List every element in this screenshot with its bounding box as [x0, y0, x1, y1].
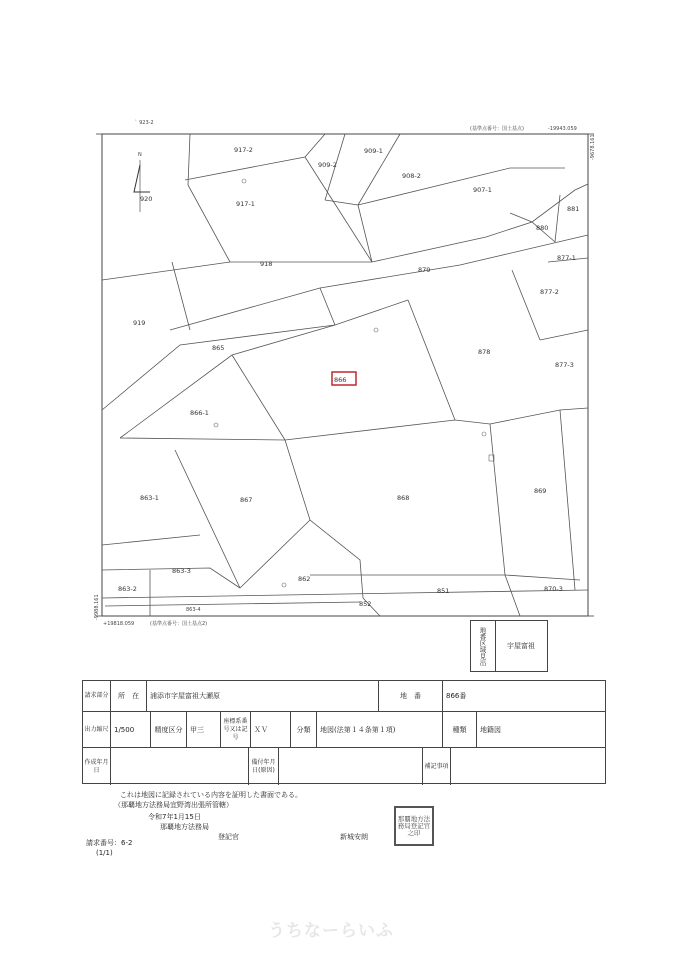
parcel-label: 869: [534, 487, 547, 495]
parcel-label: 865: [212, 344, 225, 352]
zahyo-label: 座標系番号又は記号: [221, 712, 251, 747]
left-coord: -9988.161: [94, 594, 100, 620]
parcel-label: 880: [536, 224, 549, 232]
hoki-value: [451, 748, 607, 785]
parcel-label: 852: [359, 600, 372, 608]
parcel-label: 920: [140, 195, 153, 203]
parcel-label: 863-1: [140, 494, 159, 502]
cert-statement: これは地図に記録されている内容を証明した書面である。: [120, 791, 302, 799]
info-table: [82, 680, 606, 784]
seido-value: 甲三: [187, 712, 221, 747]
shurui-label: 種類: [443, 712, 477, 747]
parcel-label: 866-1: [190, 409, 209, 417]
map-frame: [102, 134, 588, 616]
parcel-label: 863-4: [186, 607, 201, 613]
official-seal: [394, 806, 434, 846]
hoki-label: 補記事項: [423, 748, 451, 785]
parcel-label: 862: [298, 575, 311, 583]
sakusei-label: 作成年月日: [83, 748, 111, 785]
parcel-866-label: 866: [334, 376, 347, 384]
parcel-label: 877-2: [540, 288, 559, 296]
parcel-label: 878: [478, 348, 491, 356]
bottom-coord: +19818.059: [103, 621, 135, 627]
parcel-label: 917-2: [234, 146, 253, 154]
shozai-value: 浦添市字屋富祖大瀬原: [147, 681, 379, 711]
chiban-district-label: 地番区域見出: [471, 621, 496, 671]
parcel-label: 868: [397, 494, 410, 502]
parcel-label: 863-2: [118, 585, 137, 593]
parcel-label: 877-1: [557, 254, 576, 262]
parcel-label: 909-2: [318, 161, 337, 169]
page-number: (1/1): [96, 849, 113, 857]
bunrui-label: 分類: [291, 712, 317, 747]
right-coord: -9678.161: [590, 134, 596, 160]
info-row-scale: [83, 712, 605, 748]
parcel-label: 867: [240, 496, 253, 504]
zahyo-value: ＸＶ: [251, 712, 291, 747]
parcel-label: 907-1: [473, 186, 492, 194]
parcel-label: 909-1: [364, 147, 383, 155]
parcel-boundaries: [102, 134, 588, 616]
top-note-left: ﾞ 923-2: [135, 120, 154, 126]
seal-text: 那覇地方法務局登記官之印: [397, 814, 431, 837]
parcel-label: 851: [437, 587, 450, 595]
shurui-value: 地籍図: [480, 725, 501, 734]
watermark-logo: うちなーらいふ: [268, 921, 394, 941]
shukushaku-label: 出力縮尺: [83, 712, 111, 747]
parcel-label: 863-3: [172, 567, 191, 575]
top-coord: -19943.059: [548, 126, 577, 132]
shukushaku-value: 1/500: [111, 712, 151, 747]
cert-office: 那覇地方法務局: [160, 823, 209, 831]
parcel-label: 919: [133, 319, 146, 327]
chiban-label: 地 番: [379, 681, 443, 711]
chiban-value: 866番: [446, 692, 467, 700]
sakusei-value: [111, 748, 249, 785]
cert-date: 令和7年1月15日: [148, 813, 201, 821]
cert-jurisdiction: （那覇地方法務局宜野湾出張所管轄）: [114, 801, 233, 809]
request-number: 請求番号：6-2: [86, 839, 133, 847]
parcel-label: 879: [418, 266, 431, 274]
parcel-label: 908-2: [402, 172, 421, 180]
info-row-location: [83, 681, 605, 712]
parcel-label: 881: [567, 205, 580, 213]
bitsuke-label: 備付年月日(原因): [249, 748, 279, 785]
bitsuke-value: [279, 748, 423, 785]
chiban-district-box: [470, 620, 548, 672]
chiban-district-value: 宇屋富祖: [507, 642, 535, 650]
cert-title: 登記官: [218, 833, 239, 841]
parcel-label: 917-1: [236, 200, 255, 208]
north-label: N: [138, 152, 142, 158]
seikyu-label: 請求部分: [83, 681, 111, 711]
shozai-label: 所 在: [111, 681, 147, 711]
parcel-label: 877-3: [555, 361, 574, 369]
bunrui-value: 地図(法第１４条第１項): [317, 712, 443, 747]
bottom-note: (基準点番号：国土基点2): [150, 621, 208, 627]
info-row-dates: [83, 748, 605, 785]
cert-name: 新城安朗: [340, 833, 368, 841]
parcel-label: 870-3: [544, 585, 563, 593]
top-note-right: (基準点番号：国土基点): [470, 126, 524, 132]
north-arrow-icon: [134, 160, 153, 212]
parcel-label: 918: [260, 260, 273, 268]
seido-label: 精度区分: [151, 712, 187, 747]
